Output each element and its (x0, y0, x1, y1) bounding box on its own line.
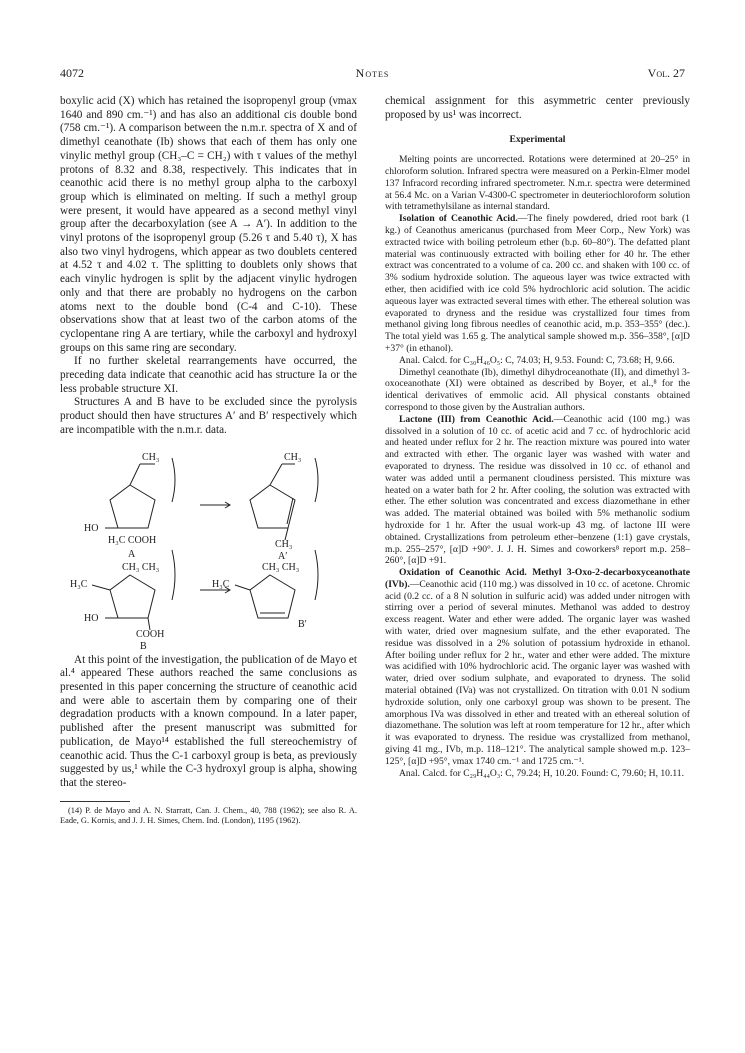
h3c-label-b: H₃C (70, 578, 88, 590)
paragraph-dimethyl: Dimethyl ceanothate (Ib), dimethyl dihydroceanothate (II), and dimethyl 3-oxoceanothate (XI) were obtained as described by Boyer, et al.,⁸ for the identical derivatives of emmolic acid. All physical constants obtained correspond to those given by the Australian authors. (385, 366, 690, 413)
paragraph-general-methods: Melting points are uncorrected. Rotations were determined at 20–25° in chloroform solution. Infrared spectra were measured on a Perkin-Elmer model 137 Infracord recording infrared spectrometer. N.m.r. spectra were determined at 56.4 Mc. on a Varian V-4300-C spectrometer in deuteriochloroform solution with tetramethylsilane as internal standard. (385, 154, 690, 213)
lactone-title: Lactone (III) from Ceanothic Acid. (399, 413, 554, 425)
paragraph-de-mayo: At this point of the investigation, the publication of de Mayo et al.⁴ appeared These authors reached the same conclusions as presented in this paper concerning the structure of ceanothic acid and were able to ascertain them by comparing one of their degradation products with a known compound. In a later paper, published after the present manuscript was submitted for publication, de Mayo¹⁴ established the full stereochemistry of ceanothic acid. Thus the C-1 carboxyl group is beta, as previously suggested by us,¹ while the C-3 hydroxyl group is alpha, showing that the stereo- (60, 653, 357, 789)
running-header (60, 66, 685, 84)
volume-label: Vol. 27 (647, 66, 685, 80)
ch3-label-a: CH₃ (142, 451, 160, 463)
oxidation-body: —Ceanothic acid (110 mg.) was dissolved in 10 cc. of acetone. Chromic acid (0.2 cc. of a 8 N solution in sulfuric acid) was added under nitrogen with stirring over a period of several minutes. Methanol was added to destroy excess reagent. Water and ether were added. The organic layer was washed with water, dried over magnesium sulfate, and the ether evaporated. The residue was dissolved in a 2% solution of potassium hydroxide in ethanol. After boiling under reflux for 2 hr., water and ether were added. The mixture was acidified with 10% hydrochloric acid. The organic layer was washed with water, dried over sodium sulphate, and evaporated to dryness. The solid material obtained (IVa) was not crystallized. On titration with 0.01 N sodium hydroxide solution, only one carboxyl group was shown to be present. The amorphous IVa was dissolved in ether and treated with an ethereal solution of diazomethane. The solution was left at room temperature for 12 hr., after which it was evaporated to dryness. The residue was crystallized from methanol, giving 41 mg., IVb, m.p. 118–121°. The analytical sample showed m.p. 123–125°, [α]D +95°, νmax 1740 cm.⁻¹ and 1725 cm.⁻¹. (385, 578, 690, 767)
ch3-ch3-label-b: CH₃ CH₃ (122, 561, 160, 573)
ch3-label-a-prime-top: CH₃ (284, 451, 302, 463)
ring-a (110, 485, 155, 528)
ch3-ch3-label-b-prime: CH₃ CH₃ (262, 561, 300, 573)
isolation-body: —The finely powdered, dried root bark (1 kg.) of Ceanothus americanus (purchased from Meer Corp., New York) was extracted twice with boiling petroleum ether (b.p. 60–80°). The defatted plant material was continuously extracted with boiling ether for 40 hr. The ether extract was concentrated to a volume of ca. 200 cc. and shaken with 100 cc. of 3% sodium hydroxide solution. The aqueous layer was twice extracted with ether, then acidified with ice cold 5% hydrochloric acid solution. The acidic aqueous layer was extracted several times with ether. The ethereal solution was evaporated to dryness and the residue was crystallized four times from methanol giving long fibrous needles of ceanothic acid, m.p. 353–355° (dec.). The total yield was 1.65 g. The analytical sample showed m.p. 356–358°, [α]D +37° (in ethanol). (385, 213, 690, 354)
ch3-label-a-prime: CH₃ (275, 538, 293, 550)
paragraph-oxidation (385, 567, 690, 768)
paragraph-exclusion: Structures A and B have to be excluded since the pyrolysis product should then have structures A′ and B′ respectively which are incompatible with the n.m.r. data. (60, 396, 357, 436)
cooh-label-b: COOH (136, 628, 165, 640)
h3c-cooh-label: H₃C COOH (108, 534, 157, 546)
structure-diagram (60, 450, 357, 640)
structure-label-a: A (128, 548, 136, 560)
ho-label-b: HO (84, 612, 99, 624)
oxidation-title: Oxidation of Ceanothic Acid. Methyl 3-Oxo-2-decarboxyceanothate (IVb). (385, 567, 690, 590)
lactone-body: —Ceanothic acid (100 mg.) was dissolved in a solution of 10 cc. of acetic acid and 7 cc. of hydrochloric acid and heated under reflux for 2 hr. The reaction mixture was poured into water and extracted with ether. The organic layer was washed with water and evaporated to dryness. The residue was dissolved in 10 cc. of ethanol and water was added until a permanent cloudiness persisted. This mixture was heated on a water bath for 2 hr. After cooling, the solution was extracted with ether. The ether solution was concentrated and excess diazomethane in ether was added. The material obtained was boiled with 5% methanolic sodium hydroxide for 1 hr. After the usual work-up 43 mg. of lactone III were obtained. Crystallizations from petroleum ether–benzene (1:1) gave crystals, m.p. 255–257°, [α]D +90°. J. J. H. Simes and coworkers⁸ report m.p. 258–260°, [α]D +91. (385, 413, 690, 567)
paragraph-isolation (385, 213, 690, 355)
structure-label-a-prime: A′ (278, 550, 288, 562)
ring-b-prime (250, 575, 295, 618)
experimental-heading: Experimental (509, 134, 566, 146)
left-column (60, 95, 357, 826)
paragraph-analysis-2: Anal. Calcd. for C₂₉H₄₄O₃: C, 79.24; H, 10.20. Found: C, 79.60; H, 10.11. (399, 767, 684, 779)
ring-b (110, 575, 155, 618)
paragraph-decarboxylation: boxylic acid (X) which has retained the isopropenyl group (νmax 1640 and 890 cm.⁻¹) and has also an additional cis double bond (758 cm.⁻¹). A comparison between the n.m.r. spectra of X and of dimethyl ceanothate (Ib) shows that each of them has only one vinylic methyl group (CH₃–C = CH₂) with τ values of the methyl protons of 8.32 and 8.38, respectively. This indicates that in ceanothic acid there is no methyl group alpha to the carboxyl group which is eliminated on melting. If such a methyl group were present, it would have appeared as a second methyl vinyl group after the decarboxylation (see A → A′). In addition to the vinyl protons of the isopropenyl group (5.26 τ and 5.40 τ), X has also two vinyl hydrogens, which appear as two doublets centered at 4.52 τ and 4.02 τ. The splitting to doublets only shows that each vinylic hydrogen is split by the adjacent vinylic hydrogen only and that there are probably no hydrogens on the carbon atoms next to the double bond (C-4 and C-10). These observations show that at least two of the carbon atoms of the cyclopentane ring A are tertiary, while the carboxyl and hydroxyl groups on this same ring are secondary. (60, 95, 357, 354)
running-title: Notes (355, 66, 390, 80)
paragraph-structure-conclusion: If no further skeletal rearrangements have occurred, the preceding data indicate that ceanothic acid has structure Ia or the less probable structure XI. (60, 355, 357, 395)
structure-label-b-prime: B′ (298, 618, 307, 630)
right-column (385, 95, 690, 779)
h3c-label-b-prime: H₃C (212, 578, 230, 590)
paragraph-lead: chemical assignment for this asymmetric center previously proposed by us¹ was incorrect. (385, 95, 690, 121)
paragraph-analysis-1: Anal. Calcd. for C₃₀H₄₆O₅: C, 74.03; H, 9.53. Found: C, 73.68; H, 9.66. (399, 354, 675, 366)
ring-a-prime (250, 485, 295, 528)
isolation-title: Isolation of Ceanothic Acid. (399, 213, 518, 225)
structure-figure (60, 450, 357, 652)
ho-label-a: HO (84, 522, 99, 534)
footnote-14: (14) P. de Mayo and A. N. Starratt, Can. J. Chem., 40, 788 (1962); see also R. A. Eade, G. Kornis, and J. J. H. Simes, Chem. Ind. (London), 1195 (1962). (60, 805, 357, 826)
structure-label-b: B (140, 640, 147, 652)
page-number: 4072 (60, 66, 84, 80)
footnote-rule (60, 801, 130, 802)
paragraph-lactone (385, 414, 690, 567)
